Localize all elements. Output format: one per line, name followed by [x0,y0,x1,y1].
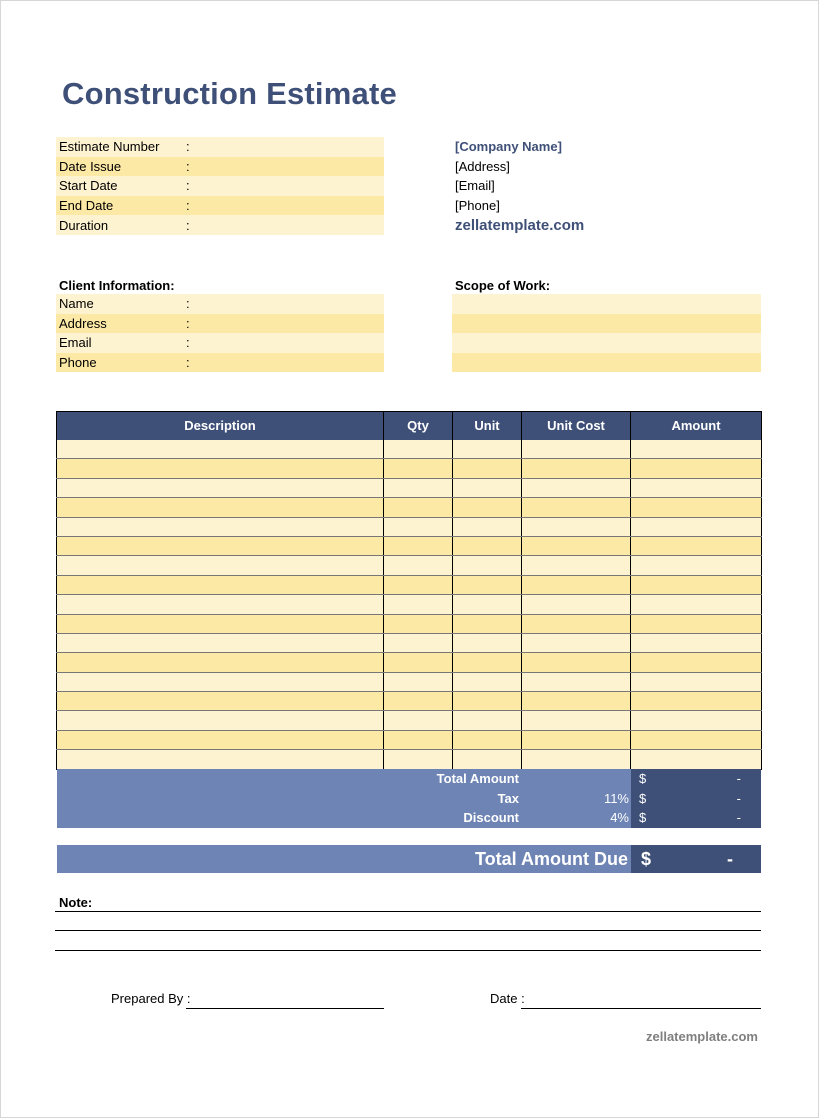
currency-symbol: $ [639,810,647,825]
client-address-row[interactable] [56,314,384,334]
colon: : [186,355,190,371]
date-line[interactable] [521,1008,761,1009]
cell-unit-cost[interactable] [522,556,631,575]
cell-unit[interactable] [453,498,522,517]
cell-amount[interactable] [631,478,762,497]
total-amount-row [57,769,761,789]
cell-unit-cost[interactable] [522,672,631,691]
cell-unit[interactable] [453,633,522,652]
table-row [57,517,762,536]
date-issue-label: Date Issue [59,158,122,174]
table-row [57,440,762,459]
start-date-label: Start Date [59,178,118,194]
scope-of-work [452,294,761,372]
colon: : [186,217,190,233]
cell-amount[interactable] [631,692,762,711]
client-info [56,294,384,372]
cell-amount[interactable] [631,440,762,459]
cell-description[interactable] [57,556,384,575]
company-info [455,137,584,237]
cell-amount[interactable] [631,459,762,478]
table-header [57,412,762,440]
duration-label: Duration [59,217,109,233]
client-name-row[interactable] [56,294,384,314]
cell-description[interactable] [57,440,384,459]
cell-qty[interactable] [384,595,453,614]
cell-unit-cost[interactable] [522,595,631,614]
cell-unit-cost[interactable] [522,575,631,594]
cell-unit[interactable] [453,556,522,575]
cell-amount[interactable] [631,730,762,749]
total-amount-value: - [736,771,741,786]
cell-description[interactable] [57,575,384,594]
date-issue-row[interactable] [56,157,384,177]
cell-amount[interactable] [631,517,762,536]
discount-value-cell[interactable] [631,808,761,828]
cell-unit[interactable] [453,672,522,691]
cell-amount[interactable] [631,672,762,691]
tax-row [57,789,761,809]
cell-description[interactable] [57,595,384,614]
cell-unit[interactable] [453,711,522,730]
colon: : [186,158,190,174]
currency-symbol: $ [641,849,652,869]
cell-unit-cost[interactable] [522,440,631,459]
note-line[interactable] [55,911,761,912]
col-amount: Amount [631,412,762,440]
table-row [57,750,762,769]
cell-qty[interactable] [384,653,453,672]
cell-unit[interactable] [453,478,522,497]
client-name-label: Name [59,296,94,312]
cell-amount[interactable] [631,653,762,672]
cell-amount[interactable] [631,595,762,614]
cell-unit-cost[interactable] [522,711,631,730]
cell-qty[interactable] [384,633,453,652]
table-row [57,692,762,711]
company-website[interactable]: zellatemplate.com [455,217,585,235]
colon: : [186,335,190,351]
cell-unit[interactable] [453,440,522,459]
cell-unit[interactable] [453,517,522,536]
company-address[interactable]: [Address] [455,158,510,174]
company-email[interactable]: [Email] [455,178,495,194]
cell-description[interactable] [57,633,384,652]
cell-amount[interactable] [631,536,762,555]
cell-qty[interactable] [384,730,453,749]
discount-value: - [736,810,741,825]
cell-amount[interactable] [631,711,762,730]
table-row [57,556,762,575]
table-row [57,478,762,497]
tax-value: - [736,790,741,806]
client-email-label: Email [59,335,92,351]
cell-unit[interactable] [453,692,522,711]
cell-description[interactable] [57,653,384,672]
col-unit-cost: Unit Cost [522,412,631,440]
total-amount-value-cell[interactable] [631,769,761,789]
cell-description[interactable] [57,730,384,749]
cell-amount[interactable] [631,575,762,594]
end-date-row[interactable] [56,196,384,216]
cell-qty[interactable] [384,440,453,459]
cell-qty[interactable] [384,575,453,594]
company-name[interactable]: [Company Name] [455,139,562,154]
duration-row[interactable] [56,215,384,235]
cell-description[interactable] [57,536,384,555]
client-phone-label: Phone [59,355,97,371]
note-label: Note: [59,895,93,910]
currency-symbol: $ [639,790,647,806]
cell-qty[interactable] [384,498,453,517]
cell-unit-cost[interactable] [522,478,631,497]
prepared-by-label: Prepared By : [111,991,191,1006]
cell-unit[interactable] [453,595,522,614]
total-amount-label: Total Amount [57,769,521,789]
start-date-row[interactable] [56,176,384,196]
cell-amount[interactable] [631,750,762,769]
tax-value-cell[interactable] [631,789,761,809]
colon: : [186,296,190,312]
total-amount-pct [521,769,631,789]
scope-line[interactable] [452,294,761,314]
table-row [57,575,762,594]
cell-description[interactable] [57,692,384,711]
cell-qty[interactable] [384,556,453,575]
cell-description[interactable] [57,750,384,769]
table-row [57,614,762,633]
date-label: Date : [490,991,525,1006]
total-due-value-cell[interactable] [631,845,761,873]
cell-unit[interactable] [453,730,522,749]
end-date-label: End Date [59,198,114,214]
cell-unit-cost[interactable] [522,633,631,652]
total-due-bar [57,845,761,873]
estimate-number-label: Estimate Number [59,139,160,155]
cell-qty[interactable] [384,750,453,769]
cell-unit-cost[interactable] [522,536,631,555]
totals-block [57,769,761,828]
prepared-by-line[interactable] [186,1008,384,1009]
discount-label: Discount [57,808,521,828]
estimate-info [56,137,384,235]
cell-amount[interactable] [631,498,762,517]
cell-qty[interactable] [384,478,453,497]
tax-label: Tax [57,789,521,809]
cell-description[interactable] [57,478,384,497]
cell-qty[interactable] [384,517,453,536]
col-qty: Qty [384,412,453,440]
cell-unit[interactable] [453,536,522,555]
table-row [57,536,762,555]
currency-symbol: $ [639,771,647,786]
table-row [57,498,762,517]
table-row [57,672,762,691]
cell-unit[interactable] [453,614,522,633]
cell-unit-cost[interactable] [522,750,631,769]
discount-percent[interactable]: 4% [521,808,631,828]
client-email-row[interactable] [56,333,384,353]
footer-website: zellatemplate.com [646,1029,758,1044]
cell-qty[interactable] [384,692,453,711]
col-description: Description [57,412,384,440]
client-phone-row[interactable] [56,353,384,373]
table-row [57,711,762,730]
cell-qty[interactable] [384,459,453,478]
note-line[interactable] [55,950,761,951]
estimate-number-row[interactable] [56,137,384,157]
cell-unit-cost[interactable] [522,692,631,711]
note-line[interactable] [55,930,761,931]
table-row [57,653,762,672]
table-body [57,440,762,770]
cell-unit[interactable] [453,750,522,769]
table-row [57,459,762,478]
client-address-label: Address [59,315,107,331]
cell-unit-cost[interactable] [522,730,631,749]
discount-row [57,808,761,828]
colon: : [186,139,190,155]
colon: : [186,198,190,214]
cell-unit-cost[interactable] [522,459,631,478]
page-title: Construction Estimate [62,76,397,111]
colon: : [186,178,190,194]
colon: : [186,315,190,331]
cell-amount[interactable] [631,556,762,575]
cell-qty[interactable] [384,711,453,730]
cell-unit-cost[interactable] [522,517,631,536]
cell-unit-cost[interactable] [522,614,631,633]
col-unit: Unit [453,412,522,440]
cell-description[interactable] [57,459,384,478]
cell-description[interactable] [57,711,384,730]
cell-qty[interactable] [384,536,453,555]
table-row [57,633,762,652]
cell-unit[interactable] [453,653,522,672]
table-row [57,730,762,749]
table-row [57,595,762,614]
total-due-value: - [727,849,733,869]
client-info-heading: Client Information: [59,278,175,293]
tax-percent[interactable]: 11% [521,789,631,809]
scope-heading: Scope of Work: [455,278,551,293]
scope-line[interactable] [452,333,761,353]
cell-qty[interactable] [384,672,453,691]
total-due-label: Total Amount Due [57,845,631,873]
line-items-table [56,411,762,770]
cell-unit[interactable] [453,575,522,594]
scope-line[interactable] [452,353,761,373]
cell-unit[interactable] [453,459,522,478]
cell-description[interactable] [57,672,384,691]
cell-unit-cost[interactable] [522,498,631,517]
cell-unit-cost[interactable] [522,653,631,672]
cell-description[interactable] [57,614,384,633]
scope-line[interactable] [452,314,761,334]
cell-description[interactable] [57,517,384,536]
cell-amount[interactable] [631,633,762,652]
cell-qty[interactable] [384,614,453,633]
cell-amount[interactable] [631,614,762,633]
company-phone[interactable]: [Phone] [455,197,500,213]
cell-description[interactable] [57,498,384,517]
